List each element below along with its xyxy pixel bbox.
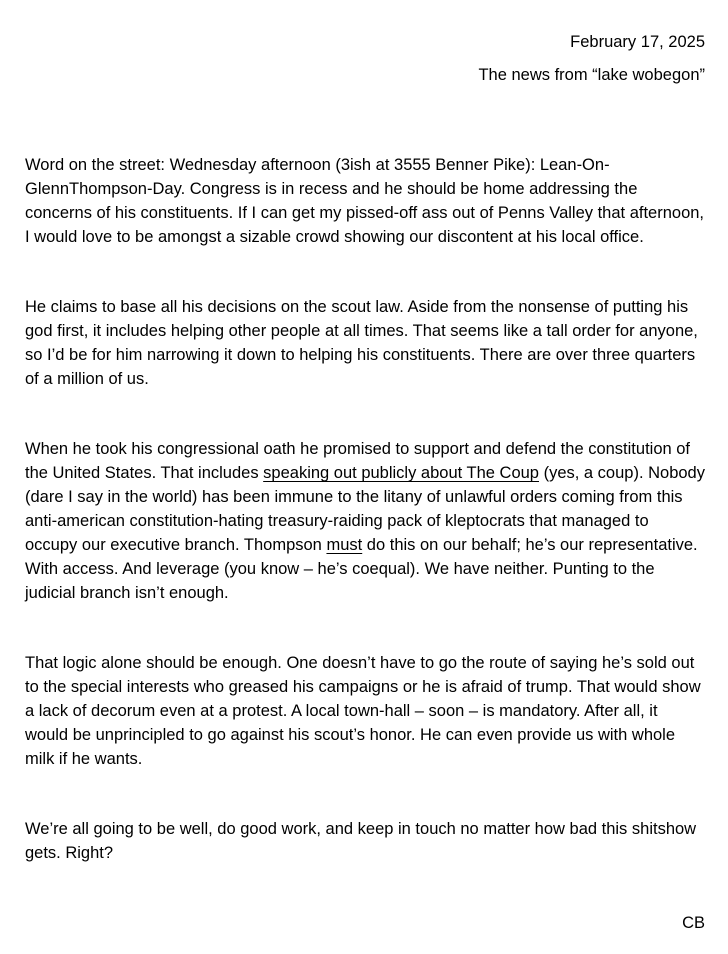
paragraph-3 bbox=[25, 437, 705, 605]
text-run: He claims to base all his decisions on the scout law. Aside from the nonsense of putting his god first, it includes helping other people at all times. That seems like a tall order for anyone, so I’d be for him narrowing it down to helping his constituents. There are over three quarters of a million of us. bbox=[25, 298, 698, 388]
text-run: do this on our behalf; he’s our representative. With access. And leverage (you know – he’s coequal). We have neither. Punting to the judicial branch isn’t enough. bbox=[25, 536, 698, 602]
paragraph-1 bbox=[25, 153, 705, 249]
text-run: Word on the street: Wednesday afternoon (3ish at 3555 Benner Pike): Lean-On-GlennThompson-Day. Congress is in recess and he should be home addressing the concerns of his constituents. If I can get my pissed-off ass out of Penns Valley that afternoon, I would love to be amongst a sizable crowd showing our discontent at his local office. bbox=[25, 156, 705, 246]
paragraph-5 bbox=[25, 817, 705, 865]
document-date: February 17, 2025 bbox=[570, 33, 705, 51]
newsletter-title: The news from “lake wobegon” bbox=[478, 66, 705, 84]
text-run: We’re all going to be well, do good work, and keep in touch no matter how bad this shitshow gets. Right? bbox=[25, 820, 697, 862]
signature-initials: CB bbox=[682, 914, 705, 932]
text-run: (yes, a coup). Nobody (dare I say in the world) has been immune to the litany of unlawful orders coming from this anti-american constitution-hating treasury-raiding pack of kleptocrats that managed to occupy our executive branch. Thompson bbox=[25, 464, 705, 554]
underlined-phrase-speaking-out: speaking out publicly about The Coup bbox=[263, 464, 539, 482]
paragraph-2 bbox=[25, 295, 705, 391]
underlined-phrase-must: must bbox=[326, 536, 363, 554]
paragraph-4 bbox=[25, 651, 705, 771]
text-run: When he took his congressional oath he promised to support and defend the constitution of the United States. That includes bbox=[25, 440, 691, 482]
text-run: That logic alone should be enough. One doesn’t have to go the route of saying he’s sold out to the special interests who greased his campaigns or he is afraid of trump. That would show a lack of decorum even at a protest. A local town-hall – soon – is mandatory. After all, it would be unprincipled to go against his scout’s honor. He can even provide us with whole milk if he wants. bbox=[25, 654, 701, 768]
